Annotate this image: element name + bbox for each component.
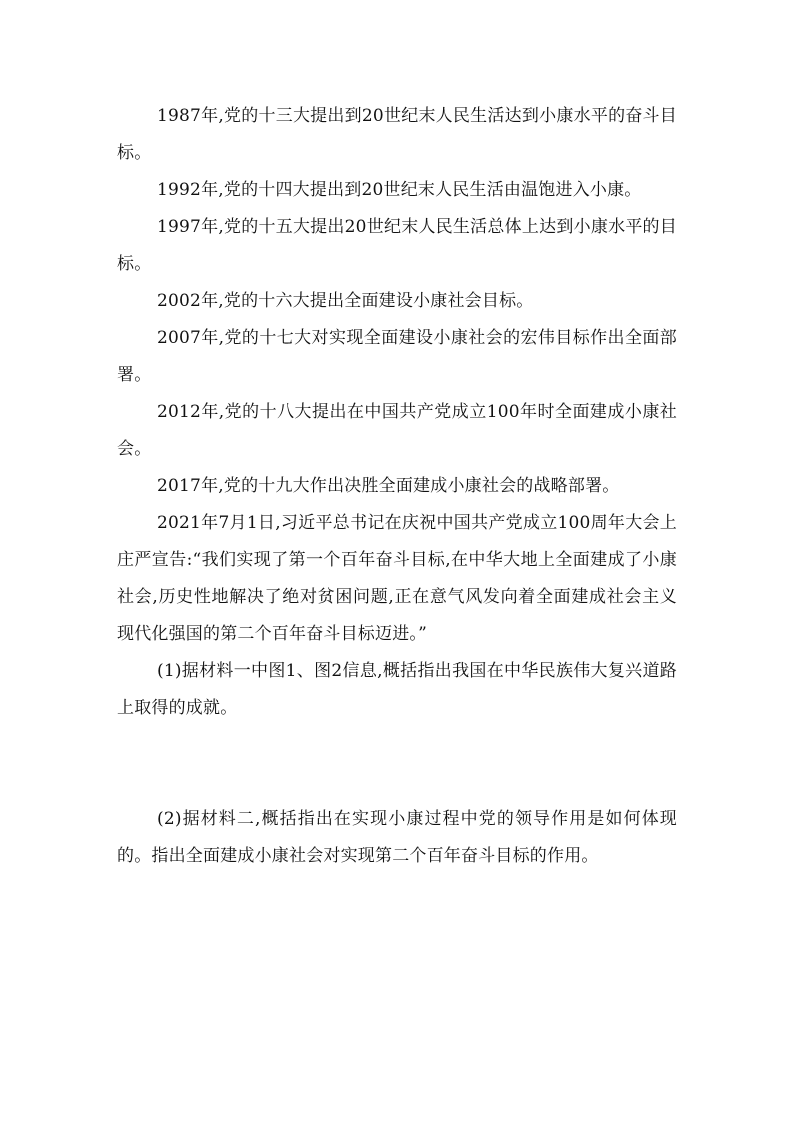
document-page [117,98,677,875]
paragraph-2021: 2021年7月1日,习近平总书记在庆祝中国共产党成立100周年大会上庄严宣告:“我们实现了第一个百年奋斗目标,在中华大地上全面建成了小康社会,历史性地解决了绝对贫困问题,正在意气风发向着全面建成社会主义现代化强国的第二个百年奋斗目标迈进。” [117,513,677,644]
paragraph-1987: 1987年,党的十三大提出到20世纪末人民生活达到小康水平的奋斗目标。 [117,106,677,163]
paragraph-2007: 2007年,党的十七大对实现全面建设小康社会的宏伟目标作出全面部署。 [117,328,677,385]
paragraph-1992: 1992年,党的十四大提出到20世纪末人民生活由温饱进入小康。 [157,180,642,200]
paragraph-2017: 2017年,党的十九大作出决胜全面建成小康社会的战略部署。 [157,476,620,496]
answer-space [117,727,677,801]
question-2: (2)据材料二,概括指出在实现小康过程中党的领导作用是如何体现的。指出全面建成小康社会对实现第二个百年奋斗目标的作用。 [117,809,677,866]
question-1: (1)据材料一中图1、图2信息,概括指出我国在中华民族伟大复兴道路上取得的成就。 [117,661,677,718]
paragraph-1997: 1997年,党的十五大提出20世纪末人民生活总体上达到小康水平的目标。 [117,217,677,274]
paragraph-2002: 2002年,党的十六大提出全面建设小康社会目标。 [157,291,534,311]
paragraph-2012: 2012年,党的十八大提出在中国共产党成立100年时全面建成小康社会。 [117,402,677,459]
